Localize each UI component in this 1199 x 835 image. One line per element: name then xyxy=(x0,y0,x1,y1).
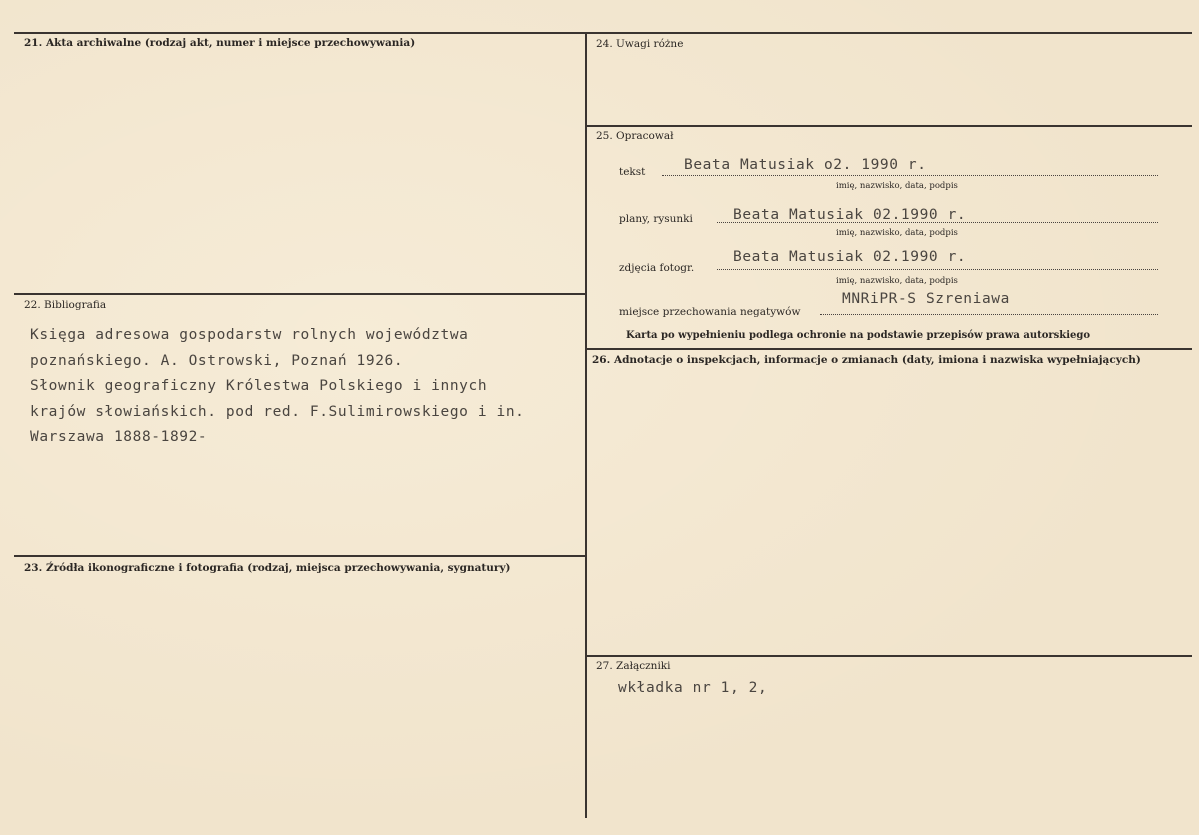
bibliography-line: Słownik geograficzny Królestwa Polskiego i innych xyxy=(30,378,488,394)
section-27-title: Załączniki xyxy=(616,660,671,672)
plany-label: plany, rysunki xyxy=(619,213,693,225)
section-21-number: 21. xyxy=(24,37,43,49)
plany-dotted-line xyxy=(717,222,1158,223)
section-23-title: Źródła ikonograficzne i fotografia (rodzaj, miejsca przechowywania, sygnatury) xyxy=(45,562,511,574)
attachments-value: wkładka nr 1, 2, xyxy=(618,680,768,696)
divider-24-25 xyxy=(586,125,1192,127)
section-22-title: Bibliografia xyxy=(44,299,107,311)
plany-caption: imię, nazwisko, data, podpis xyxy=(836,228,958,238)
section-25-heading xyxy=(596,130,674,142)
divider-22-23 xyxy=(14,555,586,557)
zdjecia-caption: imię, nazwisko, data, podpis xyxy=(836,276,958,286)
bibliography-line: poznańskiego. A. Ostrowski, Poznań 1926. xyxy=(30,352,404,369)
section-21-title: Akta archiwalne (rodzaj akt, numer i miejsce przechowywania) xyxy=(45,37,416,49)
section-24-number: 24. xyxy=(596,38,613,50)
zdjecia-dotted-line xyxy=(717,269,1158,270)
tekst-label: tekst xyxy=(619,166,646,178)
bibliography-line: Warszawa 1888-1892- xyxy=(30,429,208,445)
miejsce-dotted-line xyxy=(820,314,1158,315)
miejsce-value: MNRiPR-S Szreniawa xyxy=(842,291,1010,307)
section-26-title: Adnotacje o inspekcjach, informacje o zmianach (daty, imiona i nazwiska wypełniających) xyxy=(613,354,1141,366)
section-22-number: 22. xyxy=(24,299,41,311)
section-24-title: Uwagi różne xyxy=(616,38,684,50)
section-24-heading xyxy=(596,38,683,50)
top-border-line xyxy=(14,32,1192,34)
section-25-title: Opracował xyxy=(616,130,674,142)
tekst-caption: imię, nazwisko, data, podpis xyxy=(836,181,958,191)
center-divider xyxy=(585,32,587,818)
divider-21-22 xyxy=(14,293,586,295)
tekst-dotted-line xyxy=(662,175,1158,176)
section-26-number: 26. xyxy=(592,354,611,366)
section-22-heading xyxy=(24,299,106,311)
bibliography-line: krajów słowiańskich. pod red. F.Sulimirowskiego i in. xyxy=(30,403,525,420)
bibliography-text xyxy=(30,323,524,451)
tekst-value: Beata Matusiak o2. 1990 r. xyxy=(684,157,927,173)
section-23-heading xyxy=(24,562,511,574)
section-21-heading xyxy=(24,37,415,49)
bibliography-line: Księga adresowa gospodarstw rolnych województwa xyxy=(30,327,469,343)
copyright-note: Karta po wypełnieniu podlega ochronie na podstawie przepisów prawa autorskiego xyxy=(626,330,1091,341)
section-27-number: 27. xyxy=(596,660,613,672)
zdjecia-label: zdjęcia fotogr. xyxy=(619,262,695,274)
divider-26-27 xyxy=(586,655,1192,657)
section-26-heading xyxy=(592,354,1141,366)
section-27-heading xyxy=(596,660,671,672)
section-23-number: 23. xyxy=(24,562,43,574)
divider-25-26 xyxy=(586,348,1192,350)
plany-value: Beata Matusiak 02.1990 r. xyxy=(733,207,967,223)
miejsce-label: miejsce przechowania negatywów xyxy=(619,306,801,318)
section-25-number: 25. xyxy=(596,130,613,142)
zdjecia-value: Beata Matusiak 02.1990 r. xyxy=(733,249,967,265)
